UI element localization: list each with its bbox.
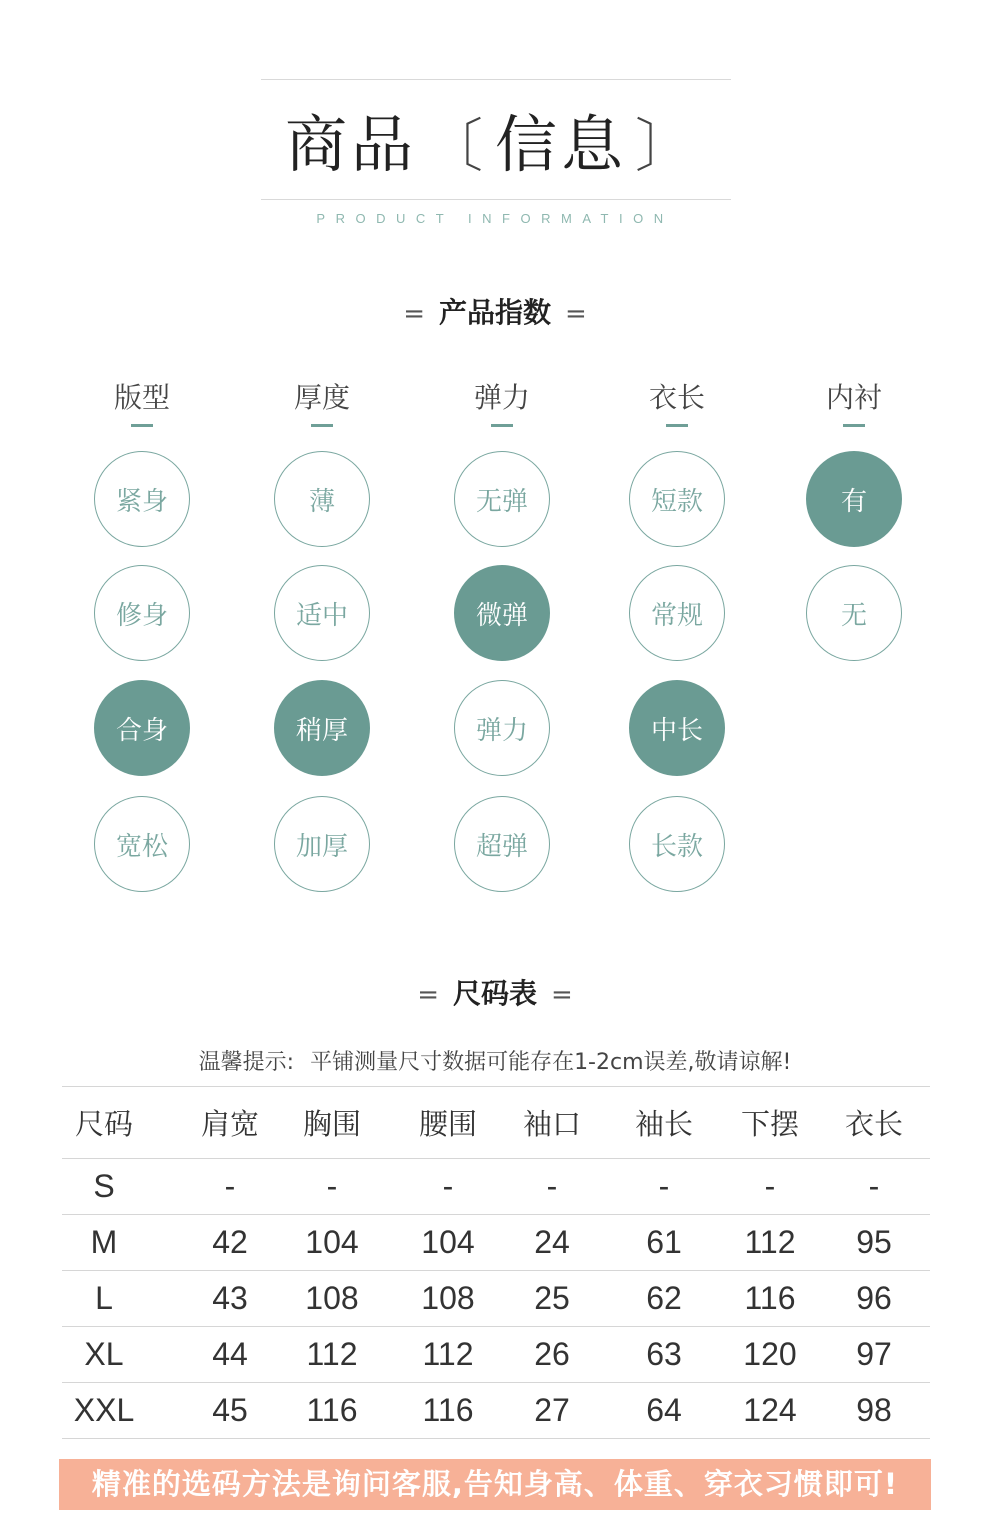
table-header-cell: 袖口 bbox=[522, 1107, 581, 1141]
index-option: 加厚 bbox=[274, 796, 370, 892]
table-header-cell: 衣长 bbox=[844, 1107, 903, 1141]
eq-right: = bbox=[551, 980, 573, 1010]
table-header-cell: 袖长 bbox=[634, 1107, 693, 1141]
index-option: 短款 bbox=[629, 451, 725, 547]
table-cell: 25 bbox=[534, 1280, 570, 1316]
index-option-selected: 有 bbox=[806, 451, 902, 547]
tip-text: 平铺测量尺寸数据可能存在1-2cm误差,敬请谅解! bbox=[310, 1050, 792, 1075]
size-label-cell: S bbox=[93, 1168, 115, 1204]
table-row bbox=[62, 1159, 930, 1215]
table-header-row bbox=[62, 1086, 930, 1159]
table-cell: - bbox=[224, 1168, 236, 1204]
table-cell: 44 bbox=[212, 1336, 248, 1372]
table-cell: 124 bbox=[743, 1392, 797, 1428]
table-cell: 116 bbox=[422, 1392, 474, 1428]
sizing-advice-banner: 精准的选码方法是询问客服,告知身高、体重、穿衣习惯即可! bbox=[59, 1459, 931, 1510]
header-bottom-rule bbox=[261, 199, 731, 200]
table-cell: 98 bbox=[856, 1392, 892, 1428]
title-left: 商品 bbox=[284, 108, 417, 181]
index-column-3 bbox=[602, 378, 752, 427]
table-cell: 26 bbox=[534, 1336, 570, 1372]
table-header-cell: 下摆 bbox=[740, 1107, 799, 1141]
table-cell: - bbox=[868, 1168, 880, 1204]
size-title: 尺码表 bbox=[452, 977, 537, 1010]
table-cell: 108 bbox=[421, 1280, 475, 1316]
table-header-cell: 肩宽 bbox=[200, 1107, 259, 1141]
size-table bbox=[62, 1086, 930, 1439]
index-option: 修身 bbox=[94, 565, 190, 661]
table-cell: 97 bbox=[856, 1336, 892, 1372]
index-option: 常规 bbox=[629, 565, 725, 661]
page-title bbox=[0, 100, 990, 190]
table-cell: 120 bbox=[743, 1336, 797, 1372]
size-label-cell: XXL bbox=[73, 1392, 135, 1428]
table-cell: 116 bbox=[306, 1392, 358, 1428]
index-option: 紧身 bbox=[94, 451, 190, 547]
index-title: 产品指数 bbox=[438, 296, 551, 329]
table-row bbox=[62, 1215, 930, 1271]
eq-left: = bbox=[417, 980, 439, 1010]
index-column-1 bbox=[247, 378, 397, 427]
table-cell: 63 bbox=[646, 1336, 682, 1372]
table-cell: 104 bbox=[421, 1224, 475, 1260]
index-option: 长款 bbox=[629, 796, 725, 892]
size-label-cell: XL bbox=[84, 1336, 124, 1372]
index-option: 宽松 bbox=[94, 796, 190, 892]
size-section-title bbox=[0, 974, 990, 1015]
index-column-label: 弹力 bbox=[473, 381, 530, 414]
table-cell: 96 bbox=[856, 1280, 892, 1316]
table-cell: 43 bbox=[212, 1280, 248, 1316]
table-cell: 24 bbox=[534, 1224, 570, 1260]
tip-label: 温馨提示: bbox=[198, 1050, 295, 1075]
index-column-2 bbox=[427, 378, 577, 427]
table-cell: 112 bbox=[744, 1224, 796, 1260]
index-option-selected: 合身 bbox=[94, 680, 190, 776]
bracket-open: 〔 bbox=[424, 112, 487, 180]
table-cell: 116 bbox=[744, 1280, 796, 1316]
table-cell: - bbox=[658, 1168, 670, 1204]
column-underline bbox=[311, 424, 333, 427]
index-option: 弹力 bbox=[454, 680, 550, 776]
index-option: 适中 bbox=[274, 565, 370, 661]
eq-right: = bbox=[565, 299, 587, 329]
table-header-cell: 尺码 bbox=[74, 1107, 133, 1141]
index-option-selected: 中长 bbox=[629, 680, 725, 776]
table-cell: - bbox=[546, 1168, 558, 1204]
table-cell: 64 bbox=[646, 1392, 682, 1428]
table-cell: 45 bbox=[212, 1392, 248, 1428]
column-underline bbox=[131, 424, 153, 427]
index-option: 无 bbox=[806, 565, 902, 661]
table-cell: 27 bbox=[534, 1392, 570, 1428]
table-header-cell: 胸围 bbox=[302, 1107, 361, 1141]
column-underline bbox=[843, 424, 865, 427]
table-cell: - bbox=[764, 1168, 776, 1204]
index-option: 无弹 bbox=[454, 451, 550, 547]
bracket-close: 〕 bbox=[635, 112, 698, 180]
table-cell: 61 bbox=[646, 1224, 682, 1260]
index-section-title bbox=[0, 293, 990, 334]
size-label-cell: M bbox=[90, 1224, 118, 1260]
index-column-label: 内衬 bbox=[825, 381, 882, 414]
column-underline bbox=[491, 424, 513, 427]
table-cell: 95 bbox=[856, 1224, 892, 1260]
index-column-label: 厚度 bbox=[293, 381, 350, 414]
table-row bbox=[62, 1327, 930, 1383]
table-row bbox=[62, 1271, 930, 1327]
table-cell: 108 bbox=[305, 1280, 359, 1316]
index-column-4 bbox=[779, 378, 929, 427]
index-option-selected: 稍厚 bbox=[274, 680, 370, 776]
table-cell: 112 bbox=[422, 1336, 474, 1372]
header-top-rule bbox=[261, 79, 731, 80]
index-option: 超弹 bbox=[454, 796, 550, 892]
index-option: 薄 bbox=[274, 451, 370, 547]
eq-left: = bbox=[403, 299, 425, 329]
index-column-0 bbox=[67, 378, 217, 427]
column-underline bbox=[666, 424, 688, 427]
page-subtitle: PRODUCT INFORMATION bbox=[316, 211, 674, 226]
table-header-cell: 腰围 bbox=[418, 1107, 477, 1141]
table-row bbox=[62, 1383, 930, 1439]
index-column-label: 版型 bbox=[113, 381, 170, 414]
table-cell: 112 bbox=[306, 1336, 358, 1372]
size-label-cell: L bbox=[95, 1280, 113, 1316]
title-right: 信息 bbox=[495, 108, 628, 181]
table-cell: 42 bbox=[212, 1224, 248, 1260]
table-cell: - bbox=[442, 1168, 454, 1204]
table-cell: - bbox=[326, 1168, 338, 1204]
measurement-tip bbox=[0, 1045, 990, 1076]
table-cell: 62 bbox=[646, 1280, 682, 1316]
index-option-selected: 微弹 bbox=[454, 565, 550, 661]
table-cell: 104 bbox=[305, 1224, 359, 1260]
index-column-label: 衣长 bbox=[648, 381, 705, 414]
